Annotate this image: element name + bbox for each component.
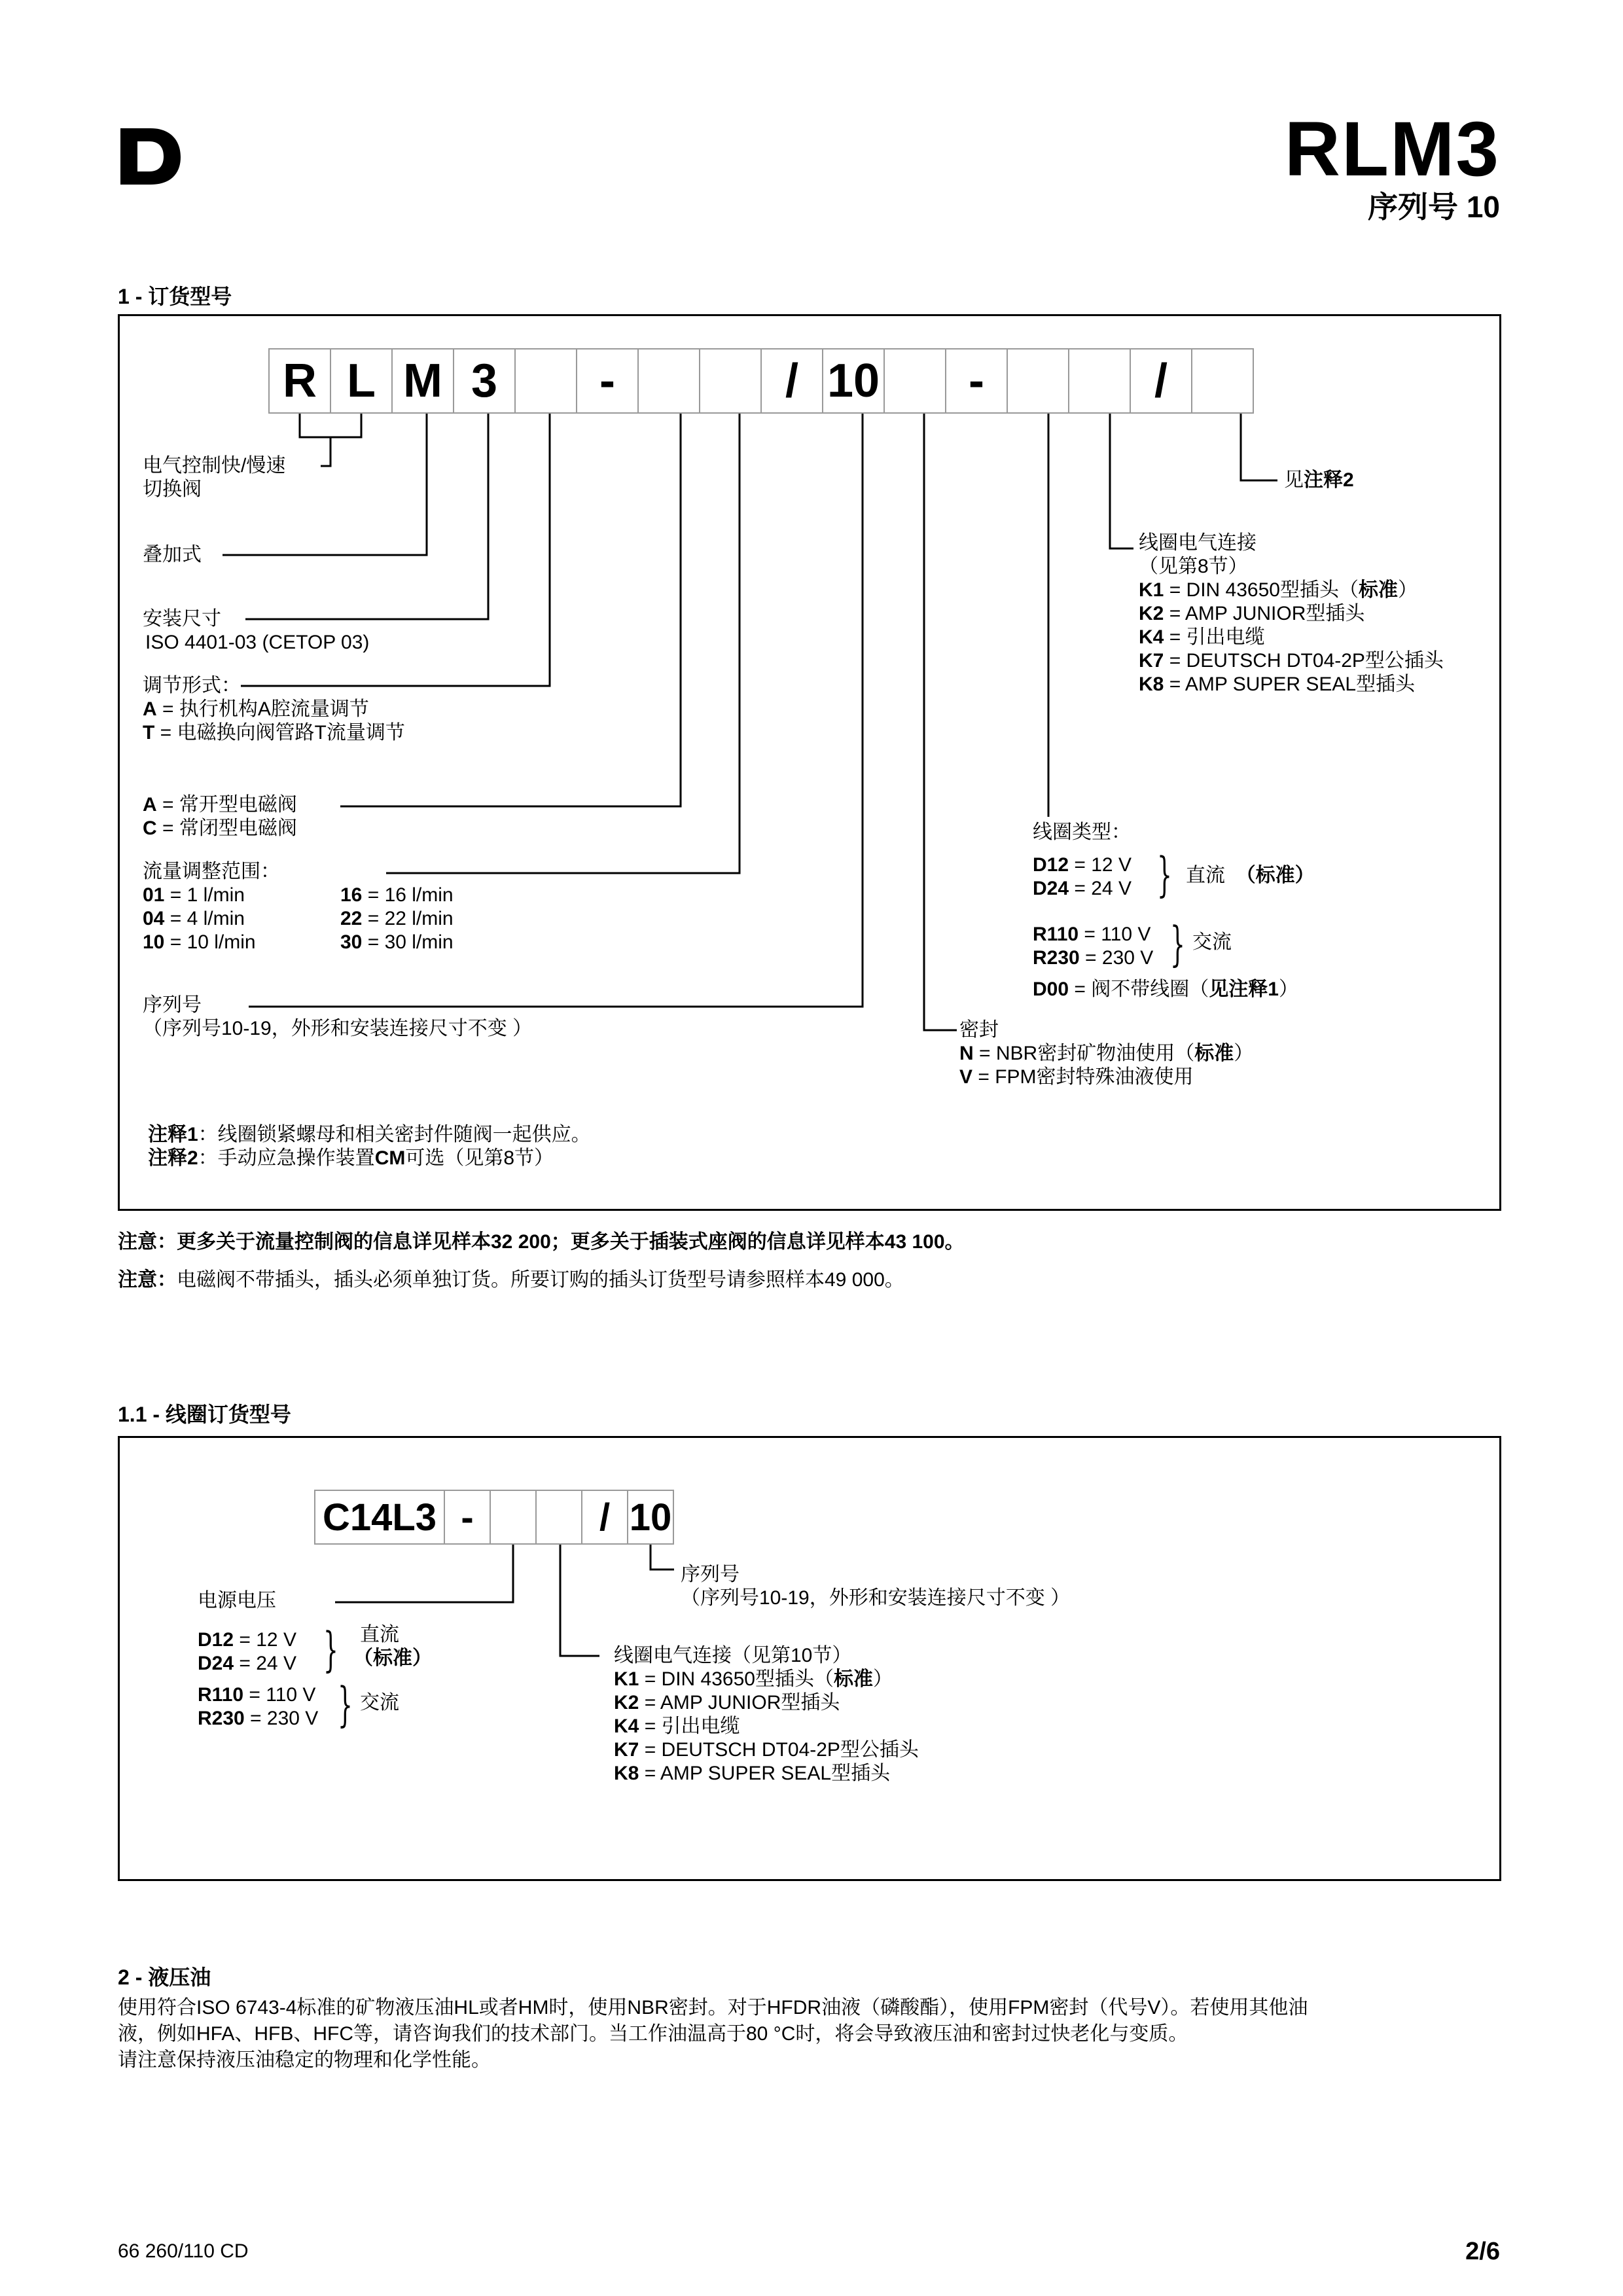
voltage-title: 电源电压: [198, 1590, 276, 1611]
code-box: /: [1130, 348, 1192, 414]
section11-heading: 1.1 - 线圈订货型号: [118, 1403, 291, 1426]
voltage-ac: R110 = 110 V R230 = 230 V: [198, 1684, 319, 1729]
code-box: -: [444, 1490, 491, 1545]
series-label: 序列号 10: [1368, 190, 1500, 224]
code-box: M: [391, 348, 454, 414]
product-title: RLM3: [1284, 106, 1500, 192]
flow-range-col1: 01 = 1 l/min 04 = 4 l/min 10 = 10 l/min: [143, 884, 256, 953]
coil-type-title: 线圈类型：: [1033, 821, 1131, 843]
modular-label: 叠加式: [143, 544, 202, 565]
solenoid-type-label: A = 常开型电磁阀 C = 常闭型电磁阀: [143, 794, 297, 839]
seal-block: 密封 N = NBR密封矿物油使用（标准） V = FPM密封特殊油液使用: [959, 1019, 1254, 1088]
flow-range-title: 流量调整范围：: [143, 861, 280, 882]
hydraulic-fluid-text: 使用符合ISO 6743-4标准的矿物液压油HL或者HM时，使用NBR密封。对于HFDR油液（磷酸酯），使用FPM密封（代号V）。若使用其他油 液，例如HFA、HFB、HFC等，请咨询我们的技术部门。当工作油温高于80 °C时，将会导致液压油和密封过快老化与变质。 请注意保持液压油稳定的物理和化学性能。: [118, 1997, 1308, 2071]
brace-icon: }: [1170, 916, 1185, 971]
code-box: R: [268, 348, 331, 414]
notes-block: 注释1：线圈锁紧螺母和相关密封件随阀一起供应。 注释2：手动应急操作装置CM可选（见第8节）: [148, 1124, 591, 1169]
document-number: 66 260/110 CD: [118, 2240, 249, 2262]
code-box: L: [330, 348, 393, 414]
coil-type-dc: D12 = 12 V D24 = 24 V: [1033, 854, 1132, 899]
coil-serial-label: 序列号 （序列号10-19，外形和安装连接尺寸不变 ）: [681, 1564, 1071, 1609]
attention-note-2: 注意：电磁阀不带插头，插头必须单独订货。所要订购的插头订货型号请参照样本49 000。: [118, 1269, 904, 1291]
code-box: -: [945, 348, 1008, 414]
section1-heading: 1 - 订货型号: [118, 285, 232, 308]
section2-heading: 2 - 液压油: [118, 1965, 211, 1989]
brace-icon: }: [323, 1622, 338, 1677]
code-box: C14L3: [314, 1490, 445, 1545]
brace-icon: }: [338, 1677, 353, 1732]
serial-label: 序列号 （序列号10-19，外形和安装连接尺寸不变 ）: [143, 994, 533, 1039]
adjust-type-label: 调节形式： A = 执行机构A腔流量调节 T = 电磁换向阀管路T流量调节: [143, 675, 405, 744]
code-box: /: [581, 1490, 628, 1545]
valve-type-label: 电气控制快/慢速 切换阀: [143, 455, 286, 500]
see-note2-label: 见注释2: [1284, 469, 1354, 491]
code-box: 10: [627, 1490, 674, 1545]
voltage-dc: D12 = 12 V D24 = 24 V: [198, 1629, 296, 1674]
flow-range-col2: 16 = 16 l/min 22 = 22 l/min 30 = 30 l/min: [340, 884, 454, 953]
coil-type-none: D00 = 阀不带线圈（见注释1）: [1033, 978, 1298, 1000]
code-box: /: [760, 348, 823, 414]
mount-size-label: 安装尺寸 ISO 4401-03 (CETOP 03): [143, 608, 370, 653]
coil-connection-block: 线圈电气连接 （见第8节） K1 = DIN 43650型插头（标准） K2 = AMP JUNIOR型插头 K4 = 引出电缆 K7 = DEUTSCH DT04-2P型公插头 K8 = AMP SUPER SEAL型插头: [1139, 532, 1444, 695]
page-number: 2/6: [1465, 2238, 1500, 2265]
brace-icon: }: [1157, 847, 1172, 902]
voltage-ac-label: 交流: [360, 1692, 399, 1713]
dc-label: 直流 （标准）: [1186, 865, 1315, 886]
ac-label: 交流: [1192, 931, 1232, 953]
code-box: -: [576, 348, 639, 414]
coil-type-ac: R110 = 110 V R230 = 230 V: [1033, 924, 1154, 969]
code-box: 3: [453, 348, 516, 414]
coil-conn-block: 线圈电气连接（见第10节） K1 = DIN 43650型插头（标准） K2 = AMP JUNIOR型插头 K4 = 引出电缆 K7 = DEUTSCH DT04-2P型公插头 K8 = AMP SUPER SEAL型插头: [614, 1645, 919, 1784]
attention-note-1: 注意：更多关于流量控制阀的信息详见样本32 200；更多关于插装式座阀的信息详见样本43 100。: [118, 1231, 965, 1253]
voltage-dc-label: 直流 （标准）: [353, 1624, 432, 1669]
code-box: 10: [822, 348, 885, 414]
